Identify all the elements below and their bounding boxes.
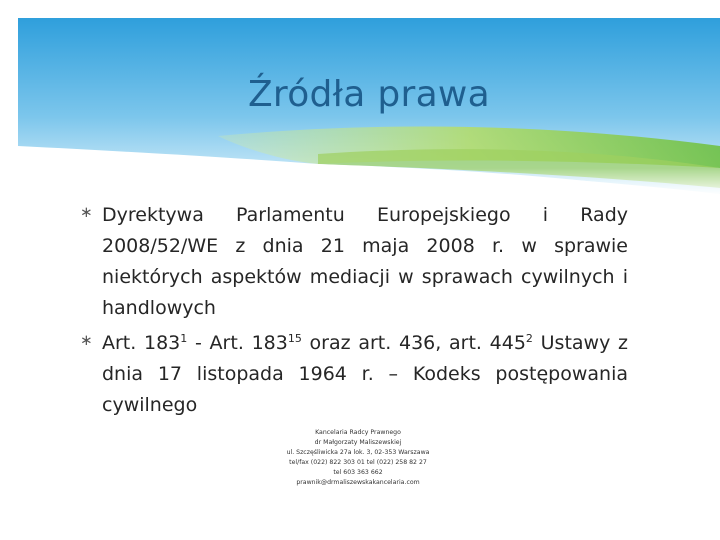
footer-line: tel 603 363 662 bbox=[333, 469, 383, 476]
slide-title: Źródła prawa bbox=[247, 74, 491, 115]
superscript: 2 bbox=[525, 332, 533, 345]
superscript: 15 bbox=[287, 332, 302, 345]
bullet-text-part: oraz art. 436, art. 445 bbox=[301, 332, 526, 354]
bullet-text-part: Art. 183 bbox=[102, 332, 181, 354]
bullet-text: Dyrektywa Parlamentu Europejskiego i Rady 2008/52/WE z dnia 21 maja 2008 r. w sprawie niektórych aspektów mediacji w sprawach cywilnych i handlowych bbox=[102, 204, 628, 319]
superscript: 1 bbox=[180, 332, 188, 345]
footer-line: Kancelaria Radcy Prawnego bbox=[315, 429, 401, 436]
list-item bbox=[80, 328, 628, 421]
bullet-list bbox=[80, 200, 628, 425]
footer-line: ul. Szczęśliwicka 27a lok. 3, 02-353 Warszawa bbox=[286, 449, 430, 456]
footer-email: prawnik@drmaliszewskakancelaria.com bbox=[296, 479, 420, 486]
footer-line: tel/fax (022) 822 303 01 tel (022) 258 82 27 bbox=[289, 459, 427, 466]
bullet-text-part: - Art. 183 bbox=[187, 332, 288, 354]
bullet-text-part: Ustawy z dnia 17 listopada 1964 r. – Kodeks postępowania cywilnego bbox=[102, 332, 628, 416]
asterisk-icon: ∗ bbox=[80, 203, 93, 221]
footer-line: dr Małgorzaty Maliszewskiej bbox=[314, 439, 402, 446]
list-item bbox=[80, 200, 628, 324]
asterisk-icon: ∗ bbox=[80, 331, 93, 349]
bullet-text bbox=[102, 328, 628, 421]
footer-contact bbox=[240, 428, 476, 488]
